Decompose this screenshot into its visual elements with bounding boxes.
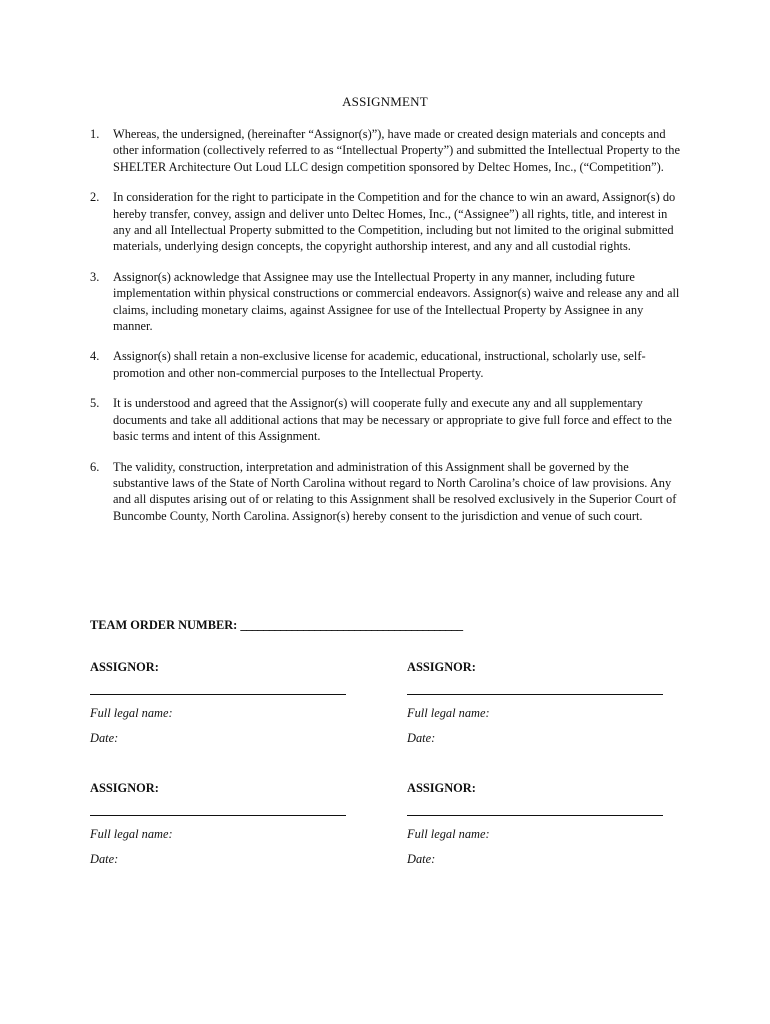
assignor-block (407, 658, 677, 746)
assignor-label: ASSIGNOR: (407, 660, 476, 674)
team-order-number-field (90, 618, 463, 633)
clause-item (90, 189, 680, 255)
assignor-block (407, 779, 677, 867)
date-label: Date: (90, 731, 119, 745)
clause-number: 6. (90, 459, 100, 474)
assignor-label: ASSIGNOR: (90, 781, 159, 795)
clause-number: 5. (90, 396, 100, 411)
clause-text: Assignor(s) acknowledge that Assignee may use the Intellectual Property in any manner, including future implementation within physical constructions or commercial endeavors. Assignor(s) waive and release any and all claims, including monetary claims, against Assignee for use of the Intellectual Property by Assignee in any manner. (113, 269, 680, 334)
document-title: ASSIGNMENT (342, 94, 428, 109)
clause-number: 4. (90, 349, 100, 364)
full-legal-name-label: Full legal name: (407, 706, 490, 720)
signature-line[interactable] (407, 684, 663, 695)
assignor-label: ASSIGNOR: (90, 660, 159, 674)
clause-text: Assignor(s) shall retain a non-exclusive license for academic, educational, instructional, scholarly use, self-promotion and other non-commercial purposes to the Intellectual Property. (113, 349, 646, 380)
clause-item (90, 395, 680, 444)
clause-text: The validity, construction, interpretation and administration of this Assignment shall be governed by the substantive laws of the State of North Carolina without regard to North Carolina’s choice of law provisions. Any and all disputes arising out of or relating to this Assignment shall be resolved exclusively in the Superior Court of Buncombe County, North Carolina. Assignor(s) hereby consent to the jurisdiction and venue of such court. (113, 459, 677, 523)
clause-text: It is understood and agreed that the Assignor(s) will cooperate fully and execute any and all supplementary documents and take all additional actions that may be necessary or appropriate to give full force and effect to the basic terms and intent of this Assignment. (113, 396, 672, 444)
date-label: Date: (90, 852, 119, 866)
signature-line[interactable] (90, 684, 346, 695)
assignor-label: ASSIGNOR: (407, 781, 476, 795)
signature-line[interactable] (90, 805, 346, 816)
team-order-label: TEAM ORDER NUMBER: (90, 618, 238, 632)
clause-number: 2. (90, 190, 100, 205)
clause-number: 3. (90, 269, 100, 284)
clause-item (90, 459, 680, 525)
clause-item (90, 348, 680, 381)
signature-line[interactable] (407, 805, 663, 816)
date-label: Date: (407, 731, 436, 745)
assignor-block (90, 658, 360, 746)
team-order-blank[interactable]: _______________________________________ (240, 618, 463, 632)
clause-number: 1. (90, 127, 100, 141)
full-legal-name-label: Full legal name: (90, 706, 173, 720)
clause-list (90, 126, 680, 538)
full-legal-name-label: Full legal name: (90, 827, 173, 841)
clause-item (90, 269, 680, 335)
full-legal-name-label: Full legal name: (407, 827, 490, 841)
clause-text: Whereas, the undersigned, (hereinafter “Assignor(s)”), have made or created design materials and concepts and other information (collectively referred to as “Intellectual Property”) and submitted the Intellectual Property to the SHELTER Architecture Out Loud LLC design competition sponsored by Deltec Homes, Inc., (“Competition”). (113, 127, 681, 174)
assignor-block (90, 779, 360, 867)
date-label: Date: (407, 852, 436, 866)
clause-item (90, 126, 680, 175)
clause-text: In consideration for the right to participate in the Competition and for the chance to win an award, Assignor(s) do hereby transfer, convey, assign and deliver unto Deltec Homes, Inc., (“Assignee”) all rights, title, and interest in any and all Intellectual Property submitted to the Competition, including but not limited to the original submitted materials, underlying design concepts, the copyright authorship interest, and any and all custodial rights. (113, 190, 676, 254)
